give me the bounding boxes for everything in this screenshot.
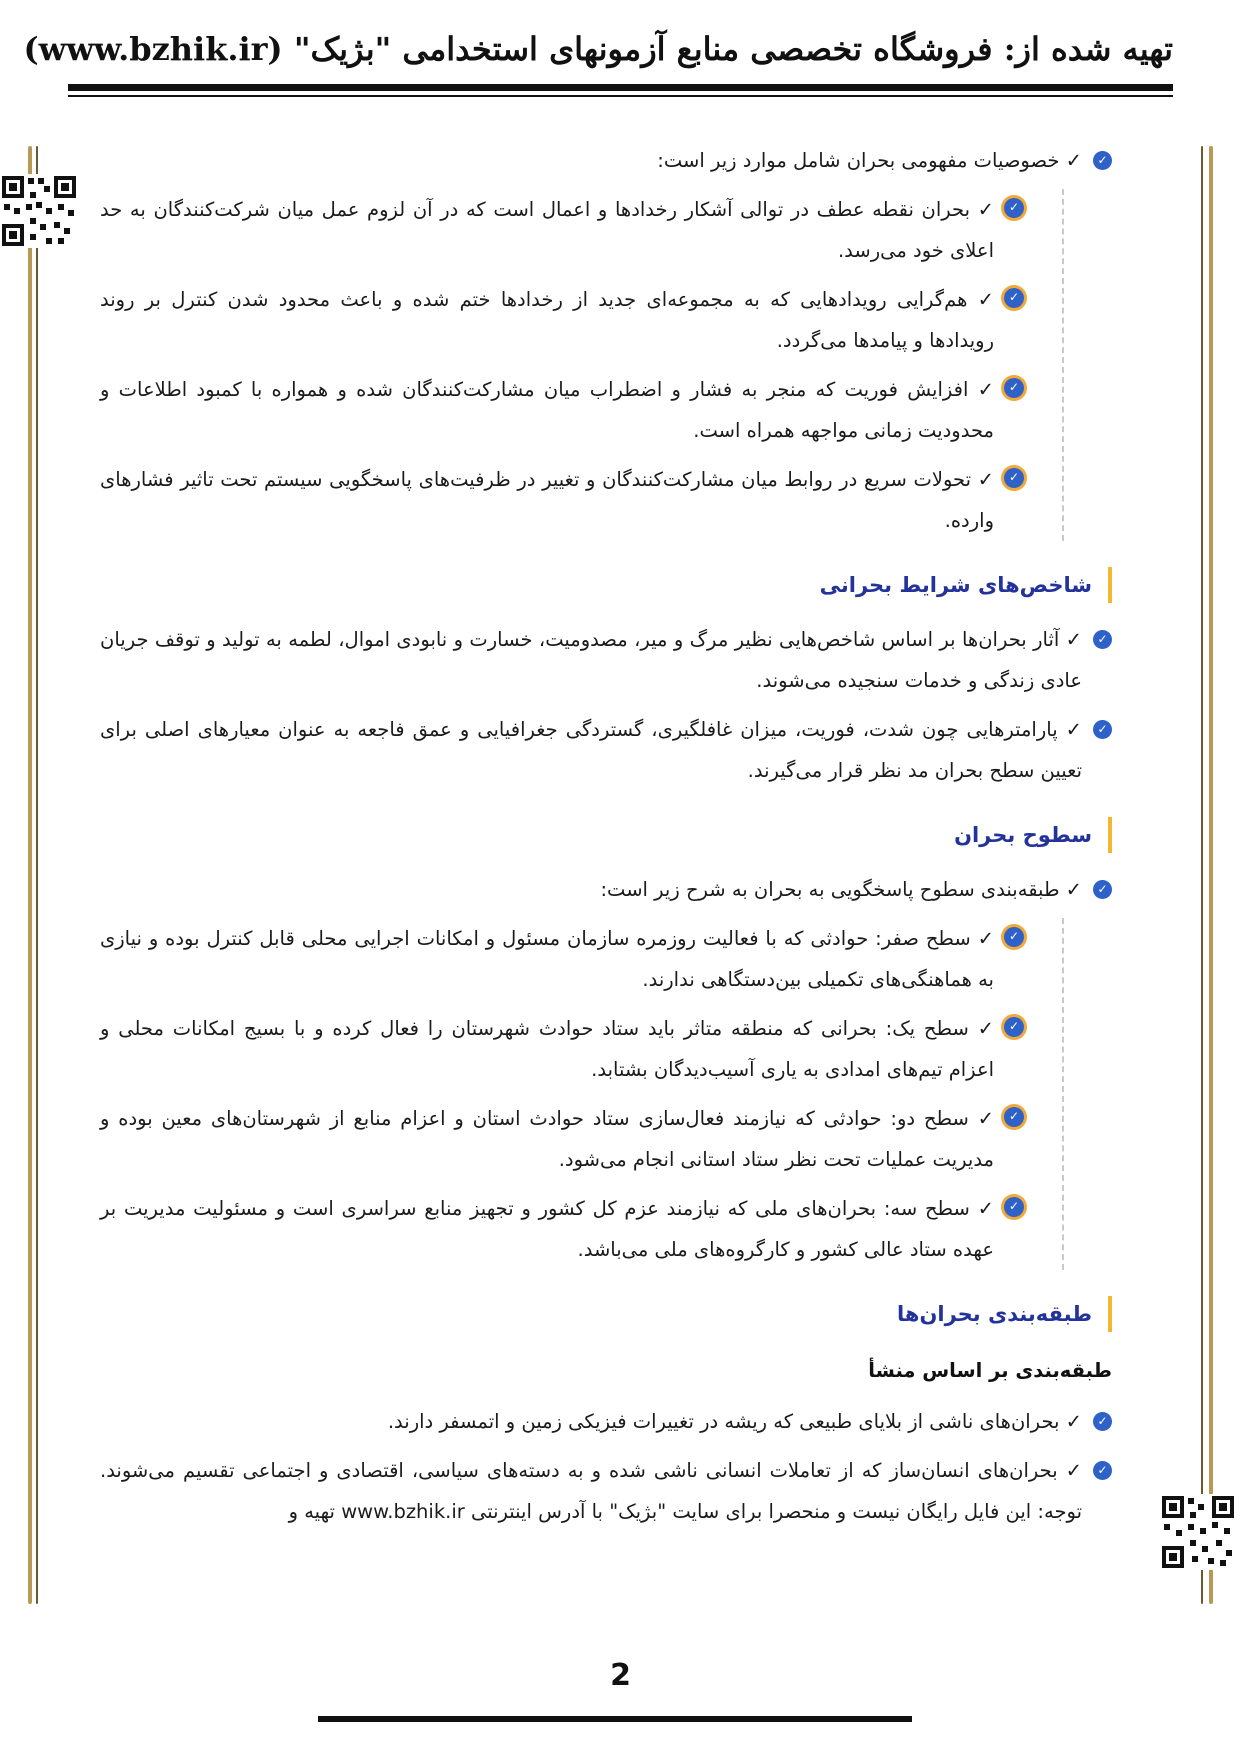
page-header xyxy=(23,18,1173,97)
list-item: ✓ ✓ سطح صفر: حوادثی که با فعالیت روزمره سازمان مسئول و امکانات اجرایی محلی قابل کنترل بوده و نیازی به هماهنگی‌های تکمیلی بین‌دستگاهی ندارند. xyxy=(100,918,1026,1000)
page-frame-left-inner xyxy=(36,146,38,1604)
footer-rule xyxy=(318,1716,912,1722)
check-circle-icon: ✓ xyxy=(1004,378,1024,398)
check-circle-icon: ✓ xyxy=(1093,630,1112,649)
check-circle-icon: ✓ xyxy=(1093,880,1112,899)
check-circle-icon: ✓ xyxy=(1093,1461,1112,1480)
section-heading: طبقه‌بندی بحران‌ها xyxy=(100,1296,1112,1332)
list-item: ✓ ✓ طبقه‌بندی سطوح پاسخگویی به بحران به شرح زیر است: xyxy=(100,869,1112,910)
page-number: 2 xyxy=(610,1658,631,1693)
check-circle-icon: ✓ xyxy=(1093,720,1112,739)
list-item: ✓ ✓ افزایش فوریت که منجر به فشار و اضطراب میان مشارکت‌کنندگان شده و همواره با کمبود اطلاعات و محدودیت زمانی مواجهه همراه است. xyxy=(100,369,1026,451)
header-rule-thick xyxy=(68,84,1173,91)
header-rule-thin xyxy=(68,95,1173,97)
list-item: ✓ ✓ هم‌گرایی رویدادهایی که به مجموعه‌ای جدید از رخدادها ختم شده و باعث محدود شدن کنترل بر روند رویدادها و پیامدها می‌گردد. xyxy=(100,279,1026,361)
check-circle-icon: ✓ xyxy=(1004,198,1024,218)
section-heading: شاخص‌های شرایط بحرانی xyxy=(100,567,1112,603)
list-item: ✓ ✓ آثار بحران‌ها بر اساس شاخص‌هایی نظیر مرگ و میر، مصدومیت، خسارت و نابودی اموال، لطمه به تولید و توقف جریان عادی زندگی و خدمات سنجیده می‌شوند. xyxy=(100,619,1112,701)
page-frame-left-outer xyxy=(28,146,32,1604)
section-heading: سطوح بحران xyxy=(100,817,1112,853)
check-circle-icon: ✓ xyxy=(1004,1017,1024,1037)
list-item: ✓ ✓ سطح دو: حوادثی که نیازمند فعال‌سازی ستاد حوادث استان و اعزام منابع از شهرستان‌های معین بوده و مدیریت عملیات تحت نظر ستاد استانی انجام می‌شود. xyxy=(100,1098,1026,1180)
list-item: ✓ ✓ تحولات سریع در روابط میان مشارکت‌کنندگان و تغییر در ظرفیت‌های پاسخگویی سیستم تحت تاثیر فشارهای وارده. xyxy=(100,459,1026,541)
list-item: ✓ ✓ خصوصیات مفهومی بحران شامل موارد زیر است: xyxy=(100,140,1112,181)
check-circle-icon: ✓ xyxy=(1004,468,1024,488)
nested-list xyxy=(100,918,1064,1270)
check-circle-icon: ✓ xyxy=(1004,288,1024,308)
page-frame-right-outer xyxy=(1209,146,1213,1604)
list-item: ✓ ✓ سطح یک: بحرانی که منطقه متاثر باید ستاد حوادث شهرستان را فعال کرده و با بسیج امکانات محلی و اعزام تیم‌های امدادی به یاری آسیب‌دیدگان بشتابد. xyxy=(100,1008,1026,1090)
nested-list xyxy=(100,189,1064,541)
check-circle-icon: ✓ xyxy=(1004,927,1024,947)
list-item: ✓ ✓ بحران‌های ناشی از بلایای طبیعی که ریشه در تغییرات فیزیکی زمین و اتمسفر دارند. xyxy=(100,1401,1112,1442)
list-item: ✓ ✓ سطح سه: بحران‌های ملی که نیازمند عزم کل کشور و تجهیز منابع سراسری است و مسئولیت مدیریت بر عهده ستاد عالی کشور و کارگروه‌های ملی می‌باشد. xyxy=(100,1188,1026,1270)
sub-heading: طبقه‌بندی بر اساس منشأ xyxy=(868,1359,1112,1382)
check-circle-icon: ✓ xyxy=(1004,1197,1024,1217)
list-item: ✓ ✓ بحران نقطه عطف در توالی آشکار رخدادها و اعمال است که در آن لزوم عمل میان شرکت‌کنندگان به حد اعلای خود می‌رسد. xyxy=(100,189,1026,271)
page-frame-right-inner xyxy=(1201,146,1203,1604)
list-item: ✓ ✓ پارامترهایی چون شدت، فوریت، میزان غافلگیری، گستردگی جغرافیایی و عمق فاجعه به عنوان معیارهای اصلی برای تعیین سطح بحران مد نظر قرار می‌گیرند. xyxy=(100,709,1112,791)
qr-code-icon xyxy=(0,174,78,248)
check-circle-icon: ✓ xyxy=(1093,151,1112,170)
check-circle-icon: ✓ xyxy=(1004,1107,1024,1127)
qr-code-icon xyxy=(1160,1494,1236,1570)
check-circle-icon: ✓ xyxy=(1093,1412,1112,1431)
header-title: تهیه شده از: فروشگاه تخصصی منابع آزمونهای استخدامی "بژیک" (www.bzhik.ir) xyxy=(23,30,1173,68)
list-item: ✓ ✓ بحران‌های انسان‌ساز که از تعاملات انسانی ناشی شده و به دسته‌های سیاسی، اقتصادی و اجتماعی تقسیم می‌شوند. توجه: این فایل رایگان نیست و منحصرا برای سایت "بژیک" با آدرس اینترنتی www.bzhik.ir تهیه و xyxy=(100,1450,1112,1532)
document-body xyxy=(100,140,1112,1540)
